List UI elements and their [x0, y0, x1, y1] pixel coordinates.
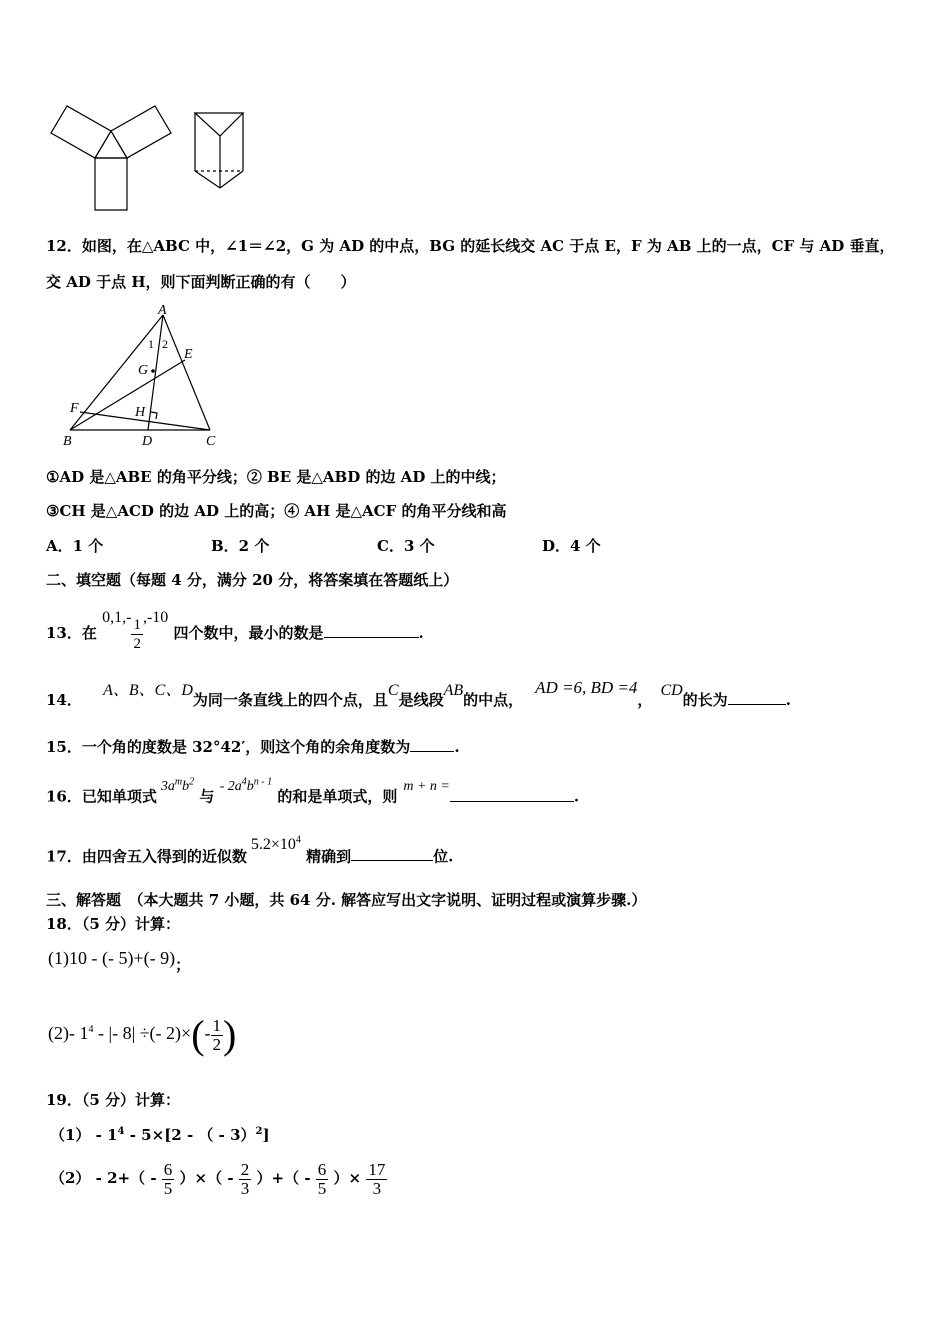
section2-heading: 二、填空题（每题 4 分，满分 20 分，将答案填在答题纸上）	[46, 571, 459, 589]
label-g: G	[138, 363, 149, 378]
q18-p2-expr	[48, 1023, 191, 1043]
q19-f2-den: 3	[240, 1178, 250, 1198]
q13-suffix: 四个数中，最小的数是	[173, 624, 324, 642]
q14-end: .	[785, 691, 791, 709]
q16	[46, 776, 580, 809]
q18-part1	[48, 948, 191, 974]
q19-part1	[50, 1122, 270, 1145]
q19-f1-num: 6	[163, 1159, 173, 1179]
q12-option-c: C．3 个	[377, 537, 435, 555]
q19-f2-num: 2	[240, 1159, 250, 1179]
q18-paren-close: )	[223, 1012, 237, 1057]
q13-fraction	[131, 616, 143, 653]
q17-prefix: 17．由四舍五入得到的近似数	[46, 847, 247, 866]
q15-text: 15．一个角的度数是 32°42′，则这个角的余角度数为	[46, 738, 411, 756]
q14-text1: 为同一条直线上的四个点，且	[192, 691, 388, 709]
q14-text3: 的中点，	[463, 691, 524, 709]
q19-p1-c: ]	[262, 1126, 270, 1144]
q17-exp: 4	[295, 835, 301, 846]
q16-expr: m + n =	[403, 778, 450, 794]
q19-f3-num: 6	[317, 1159, 327, 1179]
q16-end: .	[573, 787, 580, 806]
prism-net-figure	[45, 100, 185, 215]
q19-frac4	[366, 1161, 387, 1198]
q16-prefix: 16．已知单项式	[46, 787, 157, 806]
q19-title: 19．（5 分）计算：	[46, 1091, 181, 1109]
q16-t1-b: b	[182, 778, 190, 794]
q15-end: .	[454, 738, 460, 756]
label-f: F	[70, 401, 79, 416]
q19-f3-den: 5	[317, 1178, 327, 1198]
q18-title: 18．（5 分）计算：	[46, 915, 181, 933]
q17-num: 5.2×10	[250, 836, 296, 854]
q15	[46, 737, 460, 757]
q18-p2-b: - |- 8| ÷(- 2)×	[93, 1023, 192, 1043]
q16-t2-exp-b: n - 1	[253, 776, 273, 787]
q12-statement1: ①AD 是△ABE 的角平分线；② BE 是△ABD 的边 AD 上的中线；	[46, 468, 506, 486]
q19-p2-d: ）×	[333, 1169, 362, 1187]
q19-f4-den: 3	[372, 1178, 382, 1198]
q14-points: A、B、C、D	[103, 682, 193, 699]
q19-p2-a: （2） - 2+（ -	[50, 1169, 157, 1187]
q12-option-d: D．4 个	[542, 537, 601, 555]
q16-t1-exp-b: 2	[189, 776, 195, 787]
q13-nums-b: ,-10	[142, 609, 169, 626]
q14-text4: 的长为	[682, 691, 728, 709]
q18-fraction	[211, 1017, 224, 1054]
q14	[46, 678, 791, 711]
triangle-abc-figure	[55, 300, 235, 450]
q16-term1	[160, 776, 195, 794]
q17-text: 精确到	[306, 847, 352, 866]
q13-prefix: 13．在	[46, 624, 97, 642]
q19-p1-exp: 4	[117, 1126, 125, 1137]
q12-option-b: B．2 个	[211, 537, 270, 555]
q13-frac-num: 1	[133, 616, 141, 633]
q12-statement2: ③CH 是△ACD 的边 AD 上的高；④ AH 是△ACF 的角平分线和高	[46, 502, 507, 520]
q16-text: 的和是单项式，则	[277, 787, 398, 806]
q17-answer-blank[interactable]	[351, 846, 433, 861]
q16-t2-coef: - 2a	[219, 778, 242, 794]
q13-nums-a: 0,1,-	[102, 609, 132, 626]
label-angle-2: 2	[162, 337, 168, 351]
q18-frac-num: 1	[212, 1015, 222, 1035]
q18-p1-end: ；	[175, 956, 191, 974]
q19-frac3	[316, 1161, 329, 1198]
label-h: H	[135, 405, 146, 420]
q18-p2-a: (2)- 1	[48, 1023, 89, 1043]
label-a: A	[158, 303, 167, 318]
label-e: E	[184, 347, 193, 362]
q15-answer-blank[interactable]	[410, 737, 454, 752]
q12-line1: 12．如图，在△ABC 中，∠1＝∠2，G 为 AD 的中点，BG 的延长线交 AC 于点 E，F 为 AB 上的一点，CF 与 AD 垂直，	[46, 237, 895, 255]
q18-frac-den: 2	[212, 1034, 222, 1054]
q19-p1-b: - 5×[2 - （ - 3）	[124, 1126, 256, 1144]
q14-prefix: 14．	[46, 691, 82, 709]
q17-end: 位.	[433, 847, 454, 866]
q18-p2-exp: 4	[88, 1024, 94, 1035]
q12-line2: 交 AD 于点 H，则下面判断正确的有（ ）	[46, 273, 356, 291]
label-angle-1: 1	[148, 337, 154, 351]
q19-p2-c: ）+（ -	[256, 1169, 311, 1187]
q13-answer-blank[interactable]	[324, 623, 419, 638]
q13	[46, 598, 424, 653]
q19-part2	[50, 1158, 387, 1198]
q13-frac-den: 2	[133, 635, 141, 652]
q14-ab: AB	[443, 682, 464, 699]
q18-part2	[48, 1008, 236, 1057]
q16-t2-b: b	[246, 778, 254, 794]
q14-text2: 是线段	[398, 691, 444, 709]
triangular-prism-figure	[190, 108, 250, 193]
q18-paren-open: (	[191, 1012, 205, 1057]
q14-c: C	[387, 682, 399, 699]
q12-option-a: A．1 个	[46, 537, 104, 555]
label-b: B	[63, 434, 72, 449]
section3-heading: 三、解答题 （本大题共 7 小题，共 64 分. 解答应写出文字说明、证明过程或演算步骤.）	[46, 891, 647, 909]
q19-p1-exp2: 2	[255, 1126, 263, 1137]
q19-f4-num: 17	[368, 1159, 386, 1179]
q13-end: .	[418, 624, 424, 642]
label-c: C	[206, 434, 216, 449]
q14-condition: AD =6, BD =4	[535, 678, 638, 697]
q14-cd: CD	[660, 682, 683, 699]
q19-f1-den: 5	[163, 1178, 173, 1198]
q19-frac1	[162, 1161, 175, 1198]
q16-t2-exp-a: 4	[241, 776, 247, 787]
q17	[46, 835, 454, 867]
q19-p2-b: ）×（ -	[179, 1169, 234, 1187]
q14-answer-blank[interactable]	[728, 690, 786, 705]
q19-frac2	[239, 1161, 252, 1198]
q16-answer-blank[interactable]	[450, 787, 574, 802]
label-d: D	[142, 434, 153, 449]
q14-comma: ，	[637, 691, 653, 709]
q18-frac-pre: -	[204, 1023, 211, 1043]
q16-t1-coef: 3a	[160, 778, 175, 794]
q19-p1-a: （1） - 1	[50, 1126, 118, 1144]
q17-number	[251, 836, 301, 853]
q16-term2	[219, 776, 273, 794]
q18-p1-expr: (1)10 - (- 5)+(- 9)	[48, 948, 176, 968]
q16-t1-exp-a: m	[174, 776, 183, 787]
q16-mid: 与	[199, 787, 215, 806]
